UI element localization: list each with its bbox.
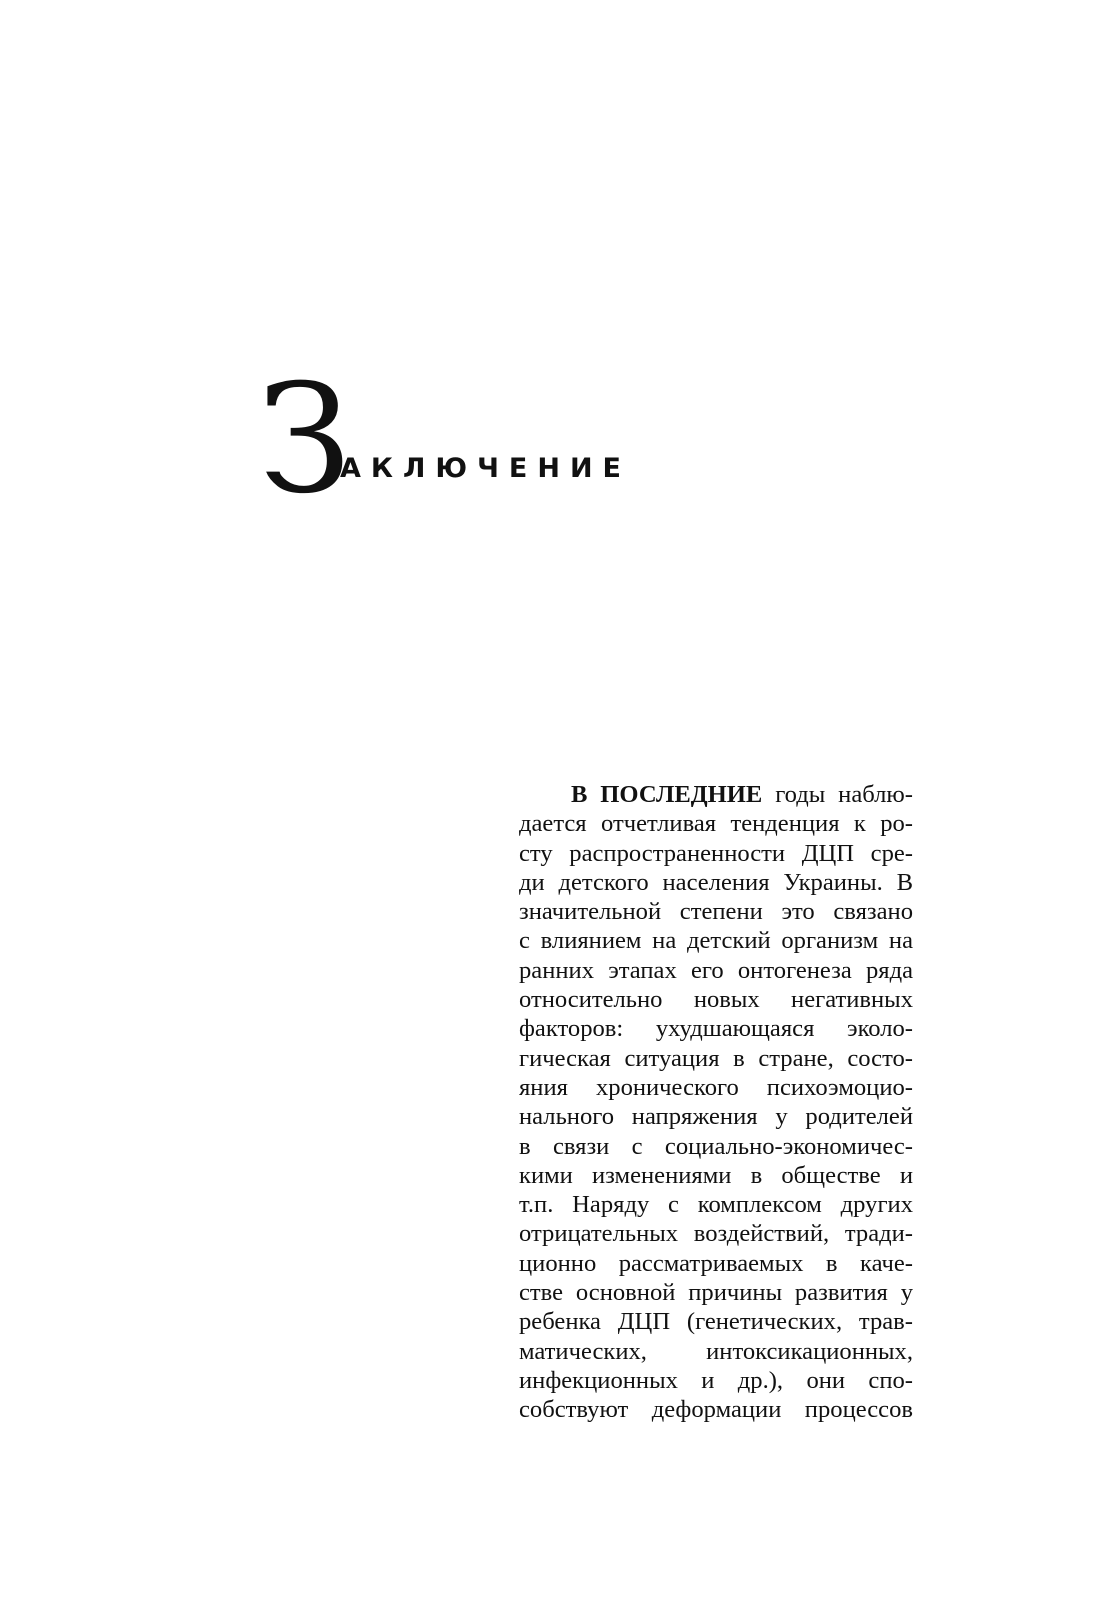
paragraph-line: отрицательных воздействий, тради- — [519, 1220, 913, 1248]
paragraph-line: сту распространенности ДЦП сре- — [519, 839, 913, 867]
chapter-title: АКЛЮЧЕНИЕ — [340, 453, 631, 484]
paragraph-line: инфекционных и др.), они спо- — [519, 1366, 913, 1394]
paragraph-line: стве основной причины развития у — [519, 1279, 913, 1307]
paragraph-line — [519, 780, 913, 809]
chapter-dropcap: З — [258, 353, 352, 527]
paragraph-line: ди детского населения Украины. В — [519, 868, 913, 896]
paragraph-line: в связи с социально-экономичес- — [519, 1132, 913, 1160]
paragraph-line: матических, интоксикационных, — [519, 1337, 913, 1365]
paragraph-lead: В ПОСЛЕДНИЕ — [571, 781, 763, 808]
paragraph-line-text: годы наблю- — [775, 781, 913, 808]
chapter-heading — [258, 353, 858, 527]
paragraph-line: гическая ситуация в стране, состо- — [519, 1044, 913, 1072]
paragraph-line: дается отчетливая тенденция к ро- — [519, 810, 913, 838]
paragraph-line: с влиянием на детский организм на — [519, 927, 913, 955]
paragraph-line: т.п. Наряду с комплексом других — [519, 1191, 913, 1219]
paragraph-line: яния хронического психоэмоцио- — [519, 1073, 913, 1101]
paragraph-line: нального напряжения у родителей — [519, 1103, 913, 1131]
paragraph-line: относительно новых негативных — [519, 986, 913, 1014]
paragraph-line: ребенка ДЦП (генетических, трав- — [519, 1308, 913, 1336]
paragraph-line: ционно рассматриваемых в каче- — [519, 1249, 913, 1277]
body-paragraph — [519, 780, 913, 1425]
paragraph-line: собствуют деформации процессов — [519, 1396, 913, 1424]
paragraph-line: факторов: ухудшающаяся эколо- — [519, 1015, 913, 1043]
paragraph-line: кими изменениями в обществе и — [519, 1161, 913, 1189]
paragraph-line: значительной степени это связано — [519, 898, 913, 926]
paragraph-line: ранних этапах его онтогенеза ряда — [519, 956, 913, 984]
